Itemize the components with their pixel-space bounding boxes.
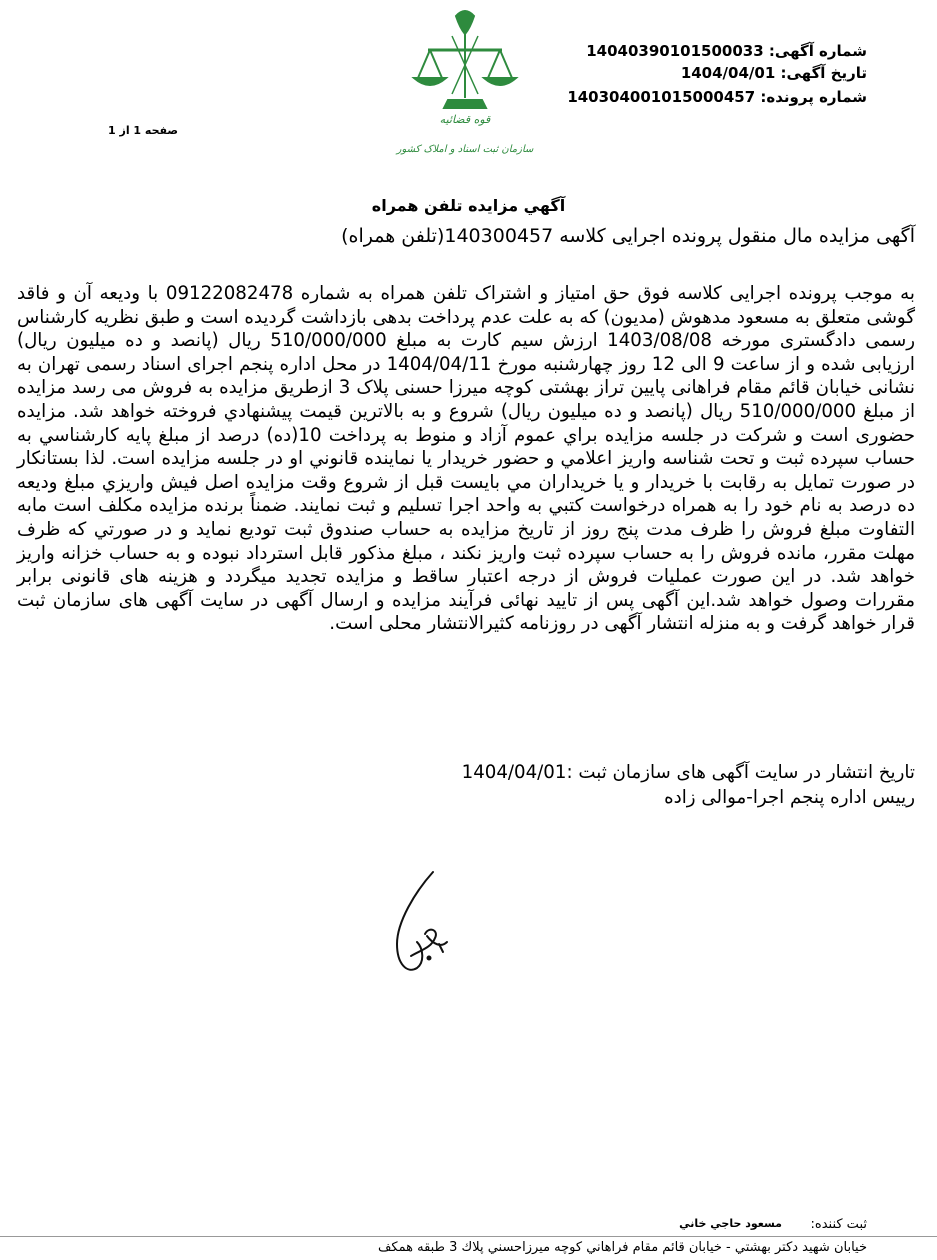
footer-address: خيابان شهيد دكتر بهشتي - خيابان قائم مقام فراهاني كوچه ميرزاحسني پلاك 3 طبقه همكف (377, 1240, 867, 1255)
notice-number: شماره آگهی: 14040390101500033 (586, 42, 867, 60)
registrar-name: مسعود حاجي خاني (679, 1217, 782, 1230)
notice-date: تاریخ آگهی: 1404/04/01 (680, 64, 867, 82)
handwritten-signature-icon (345, 852, 470, 980)
judiciary-emblem-icon (390, 6, 540, 166)
publication-date: تاریخ انتشار در سایت آگهی های سازمان ثبت :1404/04/01 (461, 762, 915, 783)
registrar-label: ثبت کننده: (810, 1217, 867, 1232)
footer-divider (0, 1236, 937, 1237)
page-number: صفحه 1 از 1 (108, 124, 179, 137)
emblem-caption-top: قوه قضائیه (439, 113, 491, 126)
notice-subtitle: آگهی مزایده مال منقول پرونده اجرایی کلاسه 140300457(تلفن همراه) (341, 225, 915, 247)
case-number: شماره پرونده: 140304001015000457 (567, 88, 867, 106)
notice-body: به موجب پرونده اجرایی کلاسه فوق حق امتیاز و اشتراک تلفن همراه به شماره 09122082478 با ودیعه آن و فاقد گوشی متعلق به مسعود مدهوش (مدیون) که به علت عدم پرداخت بدهی بازداشت گردیده است و طبق نظریه کارشناس رسمی دادگستری مورخه 1403/08/08 ارزش سیم کارت به مبلغ 510/000/000 ریال (پانصد و ده میلیون ریال) ارزیابی شده و از ساعت 9 الی 12 روز چهارشنبه مورخ 1404/04/11 در محل اداره پنجم اجرای اسناد رسمی تهران به نشانی خیابان قائم مقام فراهانی پایین تراز بهشتی کوچه میرزا حسنی پلاک 3 ازطریق مزایده به فروش می رسد مزایده از مبلغ 510/000/000 ریال (پانصد و ده میلیون ریال) شروع و به بالاترين قيمت پيشنهادي فروخته خواهد شد. مزايده حضوری است و شرکت در جلسه مزايده براي عموم آزاد و منوط به پرداخت 10(ده) درصد از مبلغ پايه كارشناسي به حساب سپرده ثبت و تحت شناسه واريز اعلامي و حضور خريدار يا نماينده قانوني او در جلسه مزايده است. لذا بستانكار در صورت تمايل به رقابت با خريدار و يا خريداران مي بايست قبل از شروع وقت مزايده اصل فيش واريزي مبلغ وديعه ده درصد به نام خود را به همراه درخواست كتبي به واحد اجرا تسليم و ثبت نمايند. ضمناً برنده مزايده مكلف است مابه التفاوت مبلغ فروش را ظرف مدت پنج روز از تاريخ مزايده به حساب صندوق ثبت توديع نمايد و در صورتي كه ظرف مهلت مقرر، مانده فروش را به حساب سپرده ثبت واريز نكند ، مبلغ مذكور قابل استرداد نبوده و به حساب خزانه واريز خواهد شد. در این صورت عملیات فروش از درجه اعتبار ساقط و مزایده تجدید میگردد و هزینه های قانونی برابر مقررات وصول خواهد شد.این آگهی پس از تایید نهائی فرآیند مزایده و ارسال آگهی در سایت آگهی های سازمان ثبت قرار خواهد گرفت و به منزله انتشار آگهی در روزنامه كثيرالانتشار محلی است. (17, 283, 915, 635)
emblem-caption-bottom: سازمان ثبت اسناد و املاک کشور (396, 144, 534, 155)
signer: رییس اداره پنجم اجرا-موالی زاده (664, 787, 915, 808)
notice-title: آگهي مزايده تلفن همراه (371, 196, 566, 215)
